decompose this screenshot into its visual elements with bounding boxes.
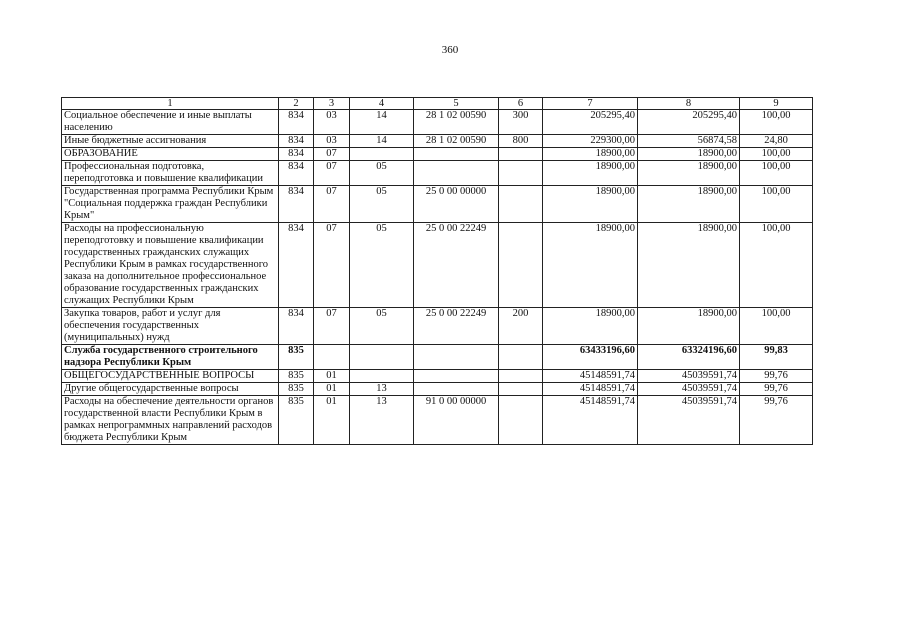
cell-planned: 205295,40 [543, 110, 638, 135]
cell-subsection: 13 [350, 383, 414, 396]
cell-expense-type [499, 345, 543, 370]
table-row [62, 396, 813, 445]
cell-planned: 18900,00 [543, 148, 638, 161]
cell-executed: 18900,00 [638, 186, 740, 223]
cell-subsection [350, 345, 414, 370]
cell-percent: 99,76 [740, 396, 813, 445]
cell-code: 835 [279, 396, 314, 445]
cell-expense-type [499, 161, 543, 186]
cell-section: 01 [314, 396, 350, 445]
cell-name: Расходы на обеспечение деятельности органов государственной власти Республики Крым в рамках непрограммных направлений расходов бюджета Республики Крым [62, 396, 279, 445]
cell-code: 834 [279, 161, 314, 186]
cell-target-article [414, 370, 499, 383]
cell-subsection: 05 [350, 186, 414, 223]
cell-section: 07 [314, 308, 350, 345]
table-row [62, 110, 813, 135]
cell-name: Государственная программа Республики Крым "Социальная поддержка граждан Республики Крым" [62, 186, 279, 223]
cell-subsection: 05 [350, 161, 414, 186]
cell-percent: 100,00 [740, 110, 813, 135]
cell-executed: 205295,40 [638, 110, 740, 135]
cell-name: Расходы на профессиональную переподготовку и повышение квалификации государственных гражданских служащих Республики Крым в рамках государственного заказа на дополнительное профессиональное образование государственных гражданских служащих Республики Крым [62, 223, 279, 308]
table-row [62, 148, 813, 161]
cell-percent: 24,80 [740, 135, 813, 148]
cell-code: 834 [279, 223, 314, 308]
cell-percent: 100,00 [740, 186, 813, 223]
budget-table [61, 97, 813, 445]
cell-executed: 45039591,74 [638, 370, 740, 383]
cell-section: 03 [314, 135, 350, 148]
cell-section: 07 [314, 186, 350, 223]
cell-expense-type [499, 370, 543, 383]
cell-target-article: 25 0 00 00000 [414, 186, 499, 223]
cell-planned: 45148591,74 [543, 383, 638, 396]
cell-code: 834 [279, 148, 314, 161]
cell-name: Социальное обеспечение и иные выплаты населению [62, 110, 279, 135]
column-header: 3 [314, 98, 350, 110]
cell-planned: 18900,00 [543, 223, 638, 308]
cell-target-article [414, 383, 499, 396]
table-body [62, 110, 813, 445]
cell-code: 834 [279, 308, 314, 345]
cell-executed: 56874,58 [638, 135, 740, 148]
table-row [62, 223, 813, 308]
cell-code: 834 [279, 186, 314, 223]
cell-percent: 99,76 [740, 383, 813, 396]
cell-executed: 45039591,74 [638, 396, 740, 445]
table-row [62, 370, 813, 383]
cell-section: 01 [314, 383, 350, 396]
cell-code: 834 [279, 135, 314, 148]
column-header: 1 [62, 98, 279, 110]
cell-target-article [414, 345, 499, 370]
cell-executed: 63324196,60 [638, 345, 740, 370]
cell-target-article: 28 1 02 00590 [414, 110, 499, 135]
cell-name: Закупка товаров, работ и услуг для обеспечения государственных (муниципальных) нужд [62, 308, 279, 345]
table-row [62, 383, 813, 396]
cell-expense-type [499, 396, 543, 445]
cell-target-article: 25 0 00 22249 [414, 223, 499, 308]
column-header: 5 [414, 98, 499, 110]
cell-percent: 99,76 [740, 370, 813, 383]
table-row [62, 308, 813, 345]
cell-executed: 18900,00 [638, 223, 740, 308]
column-header: 6 [499, 98, 543, 110]
cell-expense-type [499, 383, 543, 396]
cell-planned: 45148591,74 [543, 370, 638, 383]
cell-target-article [414, 148, 499, 161]
column-header: 9 [740, 98, 813, 110]
cell-percent: 100,00 [740, 223, 813, 308]
cell-target-article [414, 161, 499, 186]
column-header: 8 [638, 98, 740, 110]
cell-name: Профессиональная подготовка, переподготовка и повышение квалификации [62, 161, 279, 186]
cell-name: ОБРАЗОВАНИЕ [62, 148, 279, 161]
page-number: 360 [441, 44, 459, 56]
cell-percent: 100,00 [740, 148, 813, 161]
cell-executed: 18900,00 [638, 161, 740, 186]
cell-expense-type: 300 [499, 110, 543, 135]
cell-subsection: 13 [350, 396, 414, 445]
cell-name: Служба государственного строительного надзора Республики Крым [62, 345, 279, 370]
cell-percent: 100,00 [740, 161, 813, 186]
cell-executed: 18900,00 [638, 308, 740, 345]
cell-section: 07 [314, 161, 350, 186]
cell-section: 01 [314, 370, 350, 383]
cell-subsection: 05 [350, 223, 414, 308]
cell-name: Другие общегосударственные вопросы [62, 383, 279, 396]
cell-code: 835 [279, 370, 314, 383]
cell-subsection [350, 148, 414, 161]
column-header: 7 [543, 98, 638, 110]
cell-subsection: 05 [350, 308, 414, 345]
cell-section: 07 [314, 223, 350, 308]
cell-expense-type [499, 223, 543, 308]
cell-code: 835 [279, 383, 314, 396]
cell-planned: 18900,00 [543, 186, 638, 223]
cell-executed: 45039591,74 [638, 383, 740, 396]
cell-section: 07 [314, 148, 350, 161]
cell-target-article: 91 0 00 00000 [414, 396, 499, 445]
table-row [62, 186, 813, 223]
cell-code: 834 [279, 110, 314, 135]
cell-percent: 99,83 [740, 345, 813, 370]
cell-target-article: 25 0 00 22249 [414, 308, 499, 345]
cell-expense-type [499, 186, 543, 223]
cell-planned: 18900,00 [543, 161, 638, 186]
cell-planned: 229300,00 [543, 135, 638, 148]
cell-planned: 45148591,74 [543, 396, 638, 445]
table-row [62, 345, 813, 370]
column-header: 4 [350, 98, 414, 110]
header-row [62, 98, 813, 110]
cell-planned: 63433196,60 [543, 345, 638, 370]
cell-expense-type [499, 148, 543, 161]
cell-planned: 18900,00 [543, 308, 638, 345]
cell-name: ОБЩЕГОСУДАРСТВЕННЫЕ ВОПРОСЫ [62, 370, 279, 383]
table-row [62, 161, 813, 186]
cell-section: 03 [314, 110, 350, 135]
cell-subsection [350, 370, 414, 383]
cell-percent: 100,00 [740, 308, 813, 345]
cell-subsection: 14 [350, 135, 414, 148]
cell-executed: 18900,00 [638, 148, 740, 161]
cell-name: Иные бюджетные ассигнования [62, 135, 279, 148]
table-row [62, 135, 813, 148]
column-header: 2 [279, 98, 314, 110]
cell-expense-type: 800 [499, 135, 543, 148]
cell-section [314, 345, 350, 370]
cell-subsection: 14 [350, 110, 414, 135]
cell-target-article: 28 1 02 00590 [414, 135, 499, 148]
cell-expense-type: 200 [499, 308, 543, 345]
cell-code: 835 [279, 345, 314, 370]
